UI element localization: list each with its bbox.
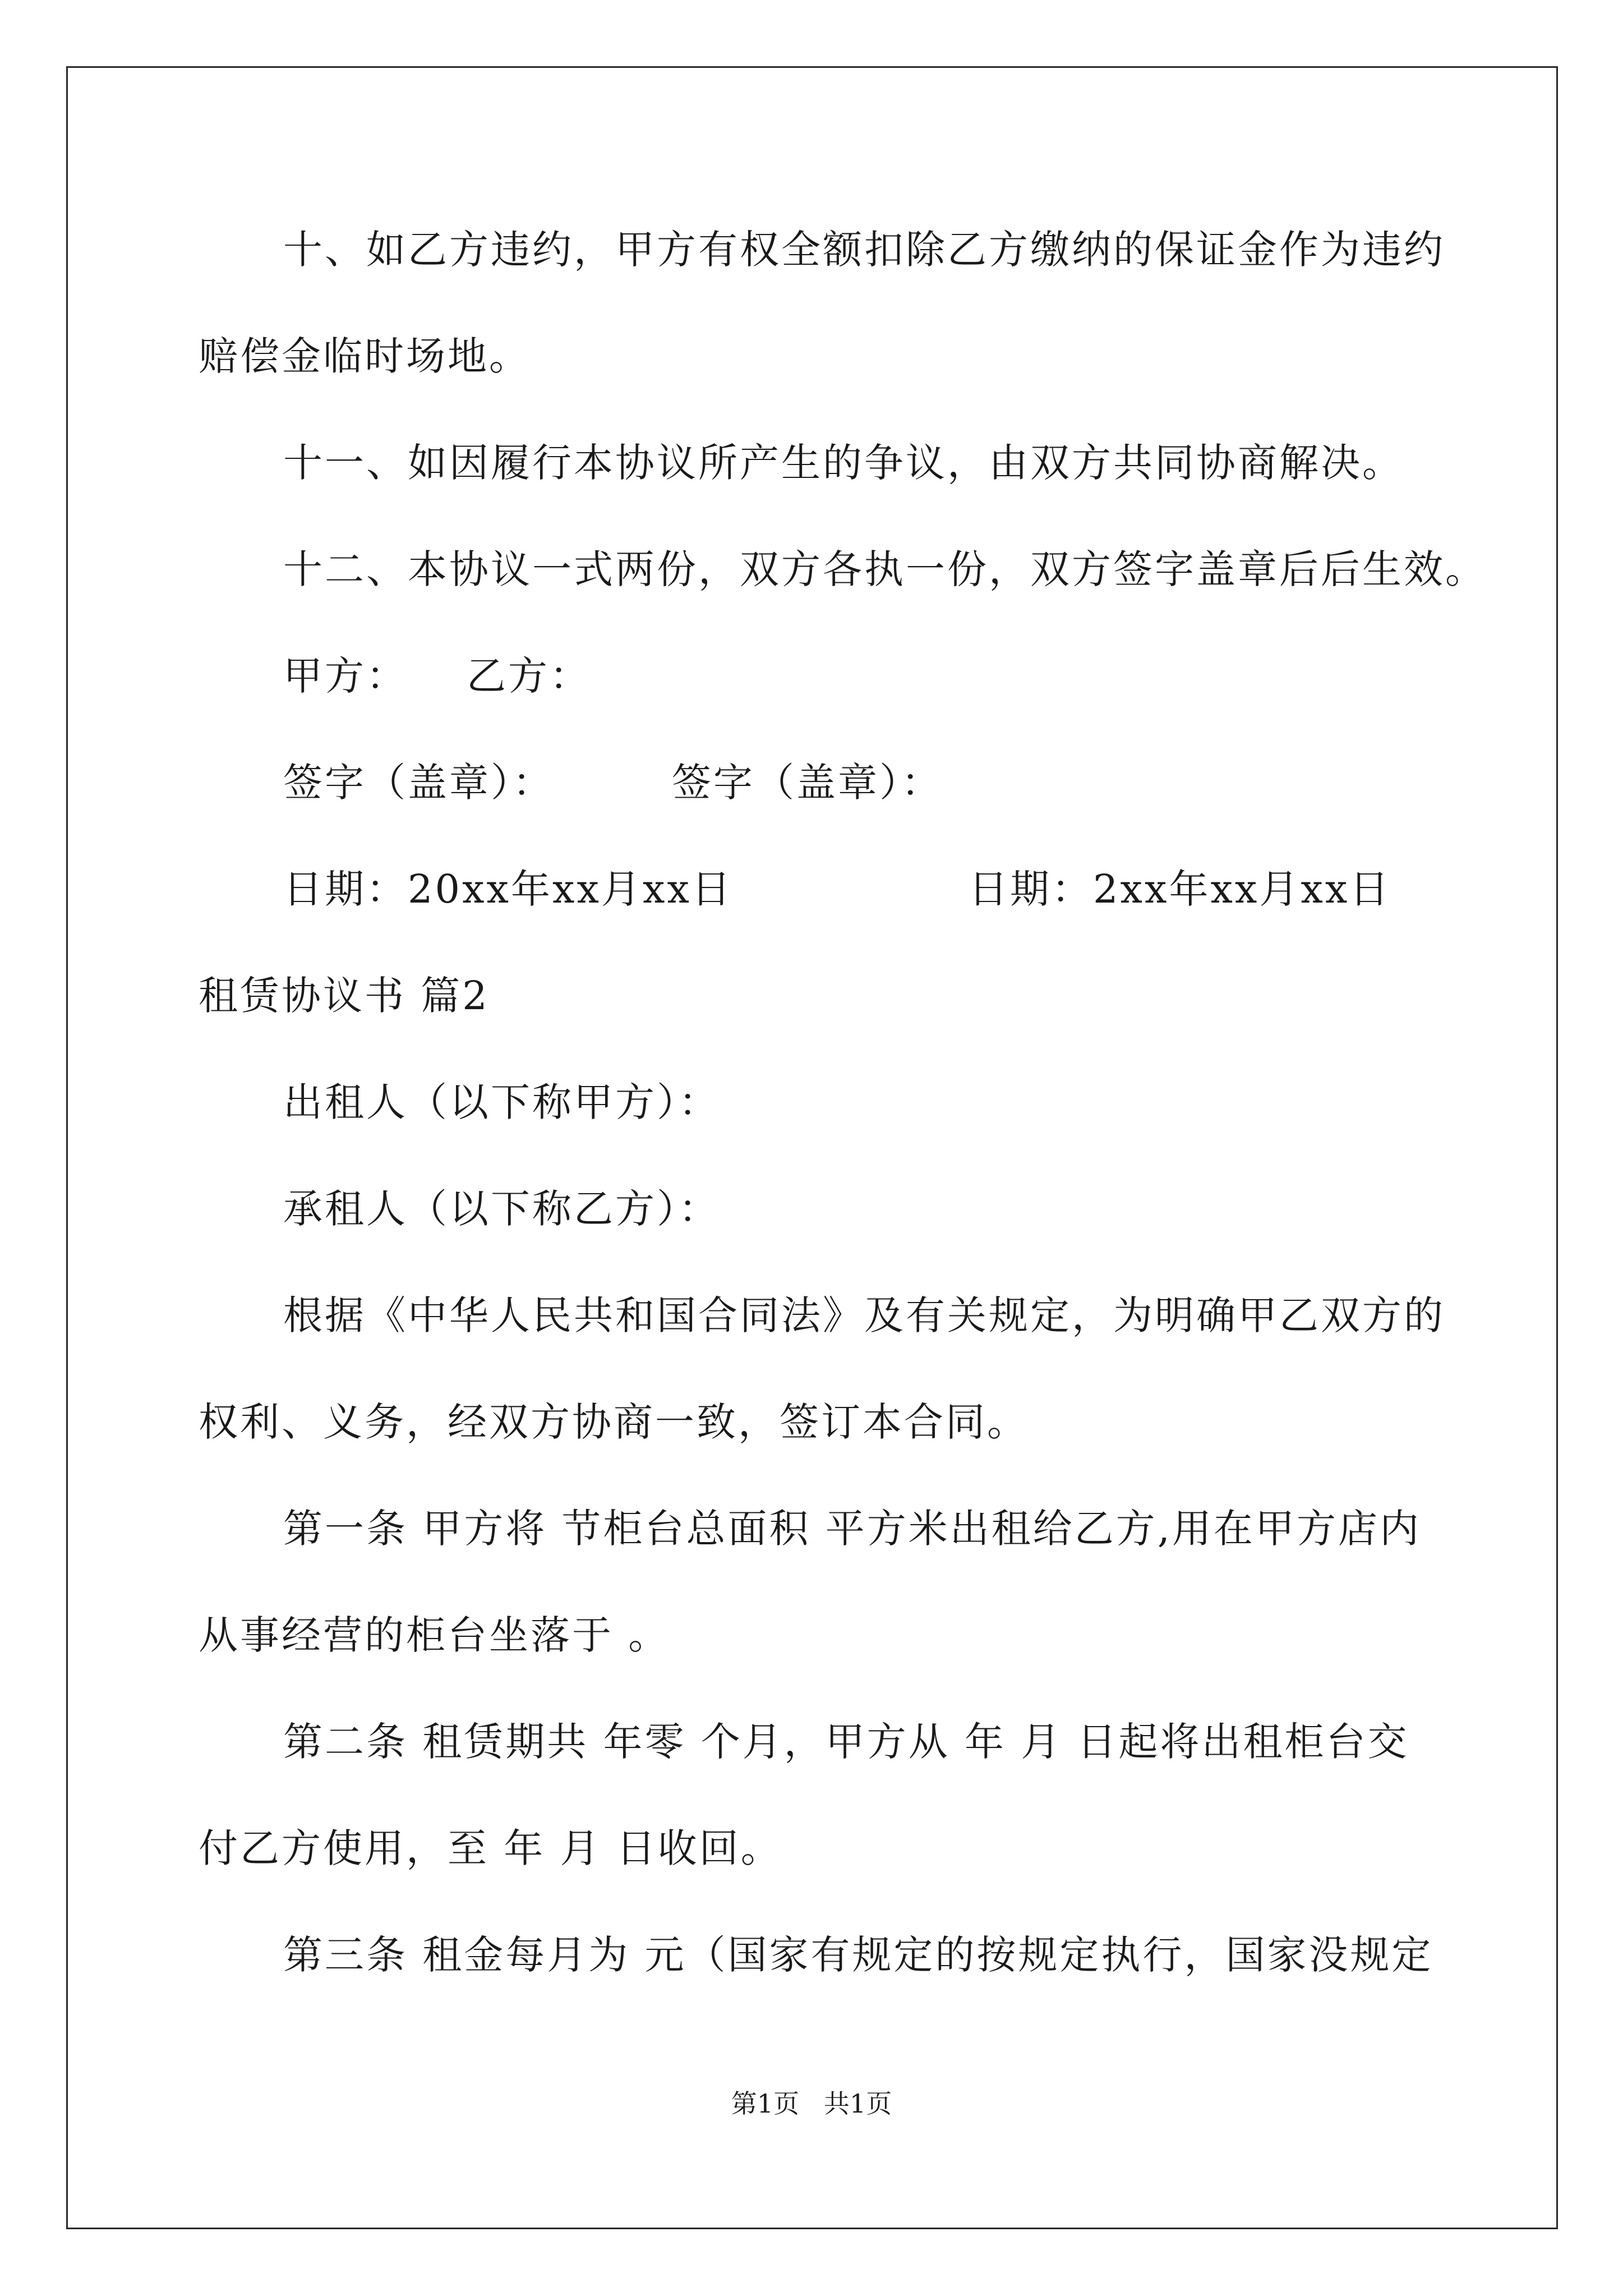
paragraph-line: 赔偿金临时场地。 — [199, 333, 531, 379]
page-border — [66, 66, 1558, 2229]
paragraph-line: 十、如乙方违约，甲方有权全额扣除乙方缴纳的保证金作为违约 — [283, 227, 1445, 273]
paragraph-line: 出租人（以下称甲方）： — [283, 1079, 720, 1125]
signature-party-line: 甲方： 乙方： — [283, 653, 592, 699]
paragraph-line: 十一、如因履行本协议所产生的争议，由双方共同协商解决。 — [283, 440, 1404, 486]
paragraph-line: 承租人（以下称乙方）： — [283, 1186, 720, 1232]
signature-seal-line: 签字（盖章）： 签字（盖章）： — [283, 760, 943, 806]
paragraph-line: 第二条 租赁期共 年零 个月，甲方从 年 月 日起将出租柜台交 — [283, 1719, 1409, 1765]
signature-date-line: 日期：20xx年xx月xx日 日期：2xx年xx月xx日 — [283, 866, 1391, 912]
paragraph-line: 第一条 甲方将 节柜台总面积 平方米出租给乙方,用在甲方店内 — [283, 1506, 1422, 1552]
paragraph-line: 十二、本协议一式两份，双方各执一份，双方签字盖章后后生效。 — [283, 546, 1487, 592]
section-heading: 租赁协议书 篇2 — [199, 973, 490, 1019]
paragraph-line: 权利、义务，经双方协商一致，签订本合同。 — [199, 1399, 1029, 1445]
paragraph-line: 付乙方使用，至 年 月 日收回。 — [199, 1825, 782, 1871]
page-number-footer: 第1页 共1页 — [731, 2088, 892, 2119]
paragraph-line: 第三条 租金每月为 元（国家有规定的按规定执行，国家没规定 — [283, 1932, 1433, 1978]
paragraph-line: 根据《中华人民共和国合同法》及有关规定，为明确甲乙双方的 — [283, 1292, 1445, 1338]
paragraph-line: 从事经营的柜台坐落于 。 — [199, 1612, 670, 1658]
